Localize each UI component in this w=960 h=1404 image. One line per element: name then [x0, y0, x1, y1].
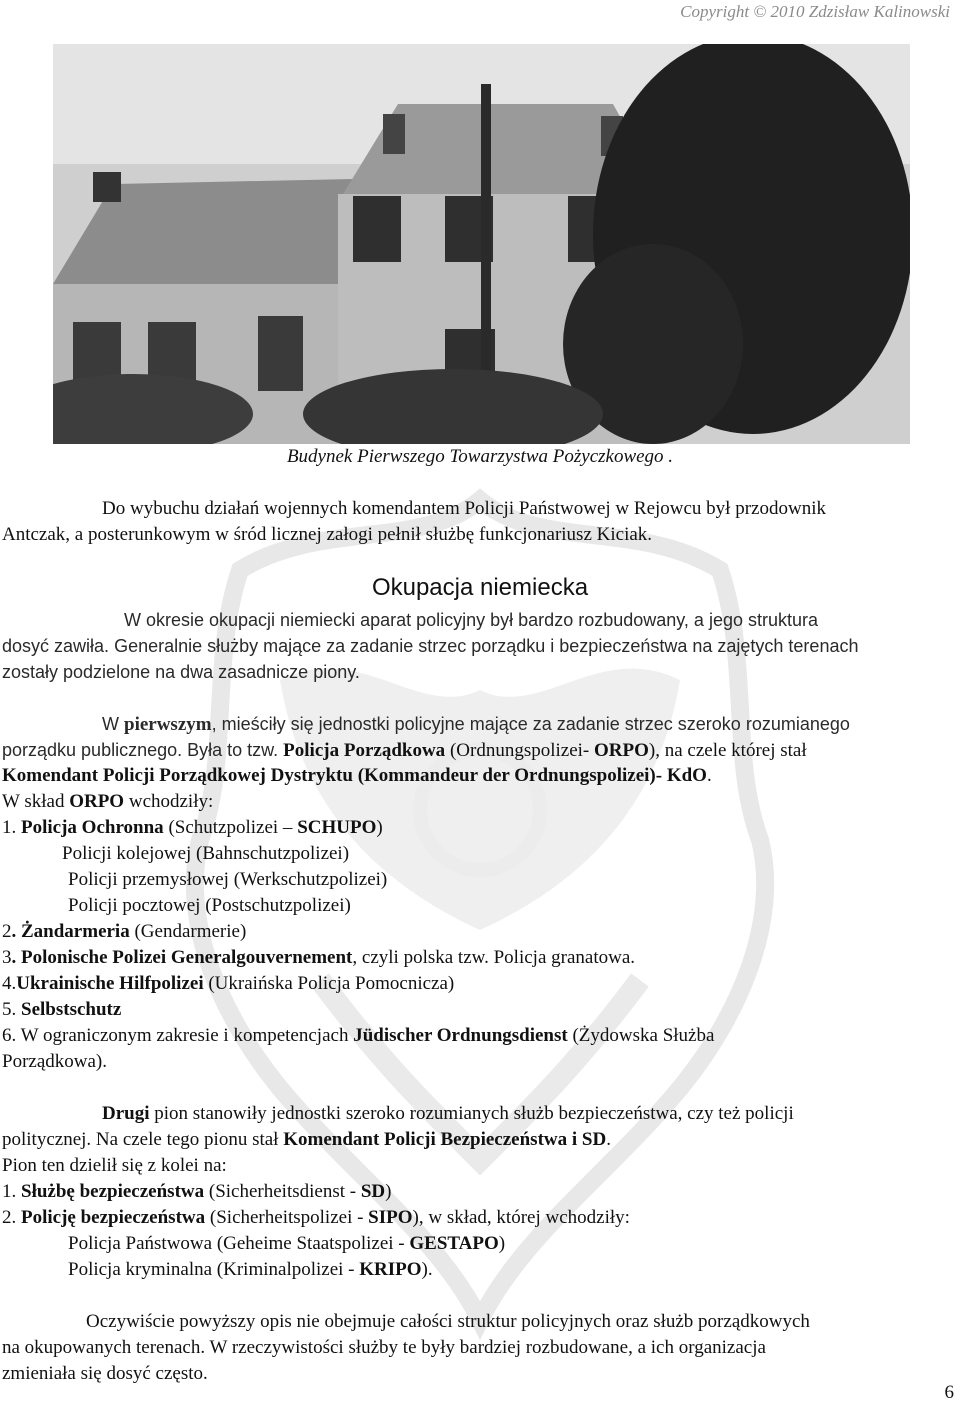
pion1-line-2	[2, 737, 807, 764]
bold-term: Komendant Policji Bezpieczeństwa i SD	[283, 1129, 607, 1150]
para1-line-2-cont: Generalnie służby mające za zadanie strzec porządku i bezpieczeństwa na zajętych terenach	[114, 636, 859, 656]
text-span: (Żydowska Służba	[567, 1025, 715, 1046]
bold-term: ORPO	[69, 791, 125, 812]
list1-item-2	[2, 919, 246, 945]
text-span: ), w skład, której wchodziły:	[412, 1207, 630, 1228]
bold-term: Komendant Policji Porządkowej Dystryktu (Kommandeur der Ordnungspolizei)- KdO	[2, 765, 707, 786]
list1-item-1	[2, 815, 383, 841]
bold-term: . Żandarmeria	[11, 921, 130, 942]
bold-term: Służbę bezpieczeństwa	[21, 1181, 205, 1202]
bold-term: ORPO	[594, 740, 649, 761]
bold-term: Policję bezpieczeństwa	[21, 1207, 206, 1228]
list1-item-6	[2, 1023, 714, 1049]
list2-item-1	[2, 1179, 391, 1205]
list1-item-3	[2, 945, 635, 971]
list1-item-6-cont: Porządkowa).	[2, 1051, 107, 1072]
closing-line-2: na okupowanych terenach. W rzeczywistości służby te były bardziej rozbudowane, a ich organizacja	[2, 1337, 766, 1358]
para1-line-2	[2, 633, 858, 659]
bold-term: Selbstschutz	[21, 999, 122, 1020]
section-heading: Okupacja niemiecka	[371, 574, 589, 601]
list-number: 1.	[2, 1181, 21, 1202]
list1-sub-3: Policji pocztowej (Postschutzpolizei)	[68, 895, 351, 916]
photo-caption: Budynek Pierwszego Towarzystwa Pożyczkowego .	[286, 446, 674, 467]
intro-line-1: Do wybuchu działań wojennych komendantem Policji Państwowej w Rejowcu był przodownik	[102, 498, 826, 519]
closing-line-3: zmieniała się dosyć często.	[2, 1363, 208, 1384]
text-span: (Schutzpolizei –	[163, 817, 298, 838]
list-number: 1.	[2, 817, 21, 838]
pion1-line-4	[2, 789, 213, 815]
text-span: , mieściły się jednostki policyjne mające za zadanie strzec szeroko rozumianego	[211, 714, 850, 734]
page-number: 6	[944, 1382, 954, 1403]
pion2-line-1	[102, 1101, 794, 1127]
intro-line-2: Antczak, a posterunkowym w śród licznej załogi pełnił służbę funkcjonariusz Kiciak.	[2, 524, 653, 545]
text-span: .	[606, 1129, 611, 1150]
list-number: 5.	[2, 999, 21, 1020]
text-span: ).	[421, 1259, 433, 1280]
list1-sub-1: Policji kolejowej (Bahnschutzpolizei)	[62, 843, 350, 864]
bold-term: Drugi	[102, 1103, 150, 1124]
closing-line-1: Oczywiście powyższy opis nie obejmuje całości struktur policyjnych oraz służb porządkowych	[86, 1311, 810, 1332]
building-photo	[53, 44, 910, 444]
pion1-line-1	[102, 711, 850, 738]
text-span: (Ukraińska Policja Pomocnicza)	[203, 973, 455, 994]
text-span: pion stanowiły jednostki szeroko rozumianych służb bezpieczeństwa, czy też policji	[149, 1103, 794, 1124]
list2-item-2	[2, 1205, 630, 1231]
text-span: (Ordnungspolizei-	[445, 740, 594, 761]
para1-line-2-text: dosyć zawiła.	[2, 636, 110, 656]
list-number: 2.	[2, 1207, 21, 1228]
text-span: .	[706, 765, 712, 786]
pion2-line-3: Pion ten dzielił się z kolei na:	[2, 1155, 227, 1176]
list2-sub-1	[68, 1231, 505, 1257]
text-span: Policja Państwowa (Geheime Staatspolizei -	[68, 1233, 410, 1254]
list1-sub-2: Policji przemysłowej (Werkschutzpolizei)	[68, 869, 388, 890]
bold-term: pierwszym	[124, 714, 212, 735]
bold-term: Policja Porządkowa	[283, 740, 446, 761]
text-span: )	[498, 1233, 506, 1254]
list-number: 2	[2, 921, 12, 942]
text-span: ), na czele której stał	[648, 740, 807, 761]
list-number: 3	[2, 947, 12, 968]
text-span: wchodziły:	[124, 791, 214, 812]
copyright-notice: Copyright © 2010 Zdzisław Kalinowski	[680, 2, 950, 21]
list1-item-4	[2, 971, 454, 997]
pion1-line-3	[2, 763, 712, 789]
text-span: 6. W ograniczonym zakresie i kompetencjach	[2, 1025, 354, 1046]
text-span: (Sicherheitsdienst -	[204, 1181, 361, 1202]
bold-term: Jüdischer Ordnungsdienst	[353, 1025, 568, 1046]
text-span: (Sicherheitspolizei -	[205, 1207, 369, 1228]
para1-line-3: zostały podzielone na dwa zasadnicze piony.	[2, 662, 360, 682]
text-span: )	[376, 817, 383, 838]
bold-term: . Polonische Polizei Generalgouvernement	[11, 947, 353, 968]
bold-term: Ukrainische Hilfpolizei	[16, 973, 204, 994]
para1-line-1: W okresie okupacji niemiecki aparat policyjny był bardzo rozbudowany, a jego struktura	[124, 610, 819, 630]
text-span: politycznej. Na czele tego pionu stał	[2, 1129, 284, 1150]
bold-term: KRIPO	[359, 1259, 422, 1280]
bold-term: SD	[360, 1181, 386, 1202]
list2-sub-2	[68, 1257, 433, 1283]
text-span: Policja kryminalna (Kriminalpolizei -	[68, 1259, 360, 1280]
bold-term: GESTAPO	[409, 1233, 499, 1254]
text-span: )	[385, 1181, 392, 1202]
list1-item-5	[2, 997, 121, 1023]
pion2-line-2	[2, 1127, 611, 1153]
text-span: , czyli polska tzw. Policja granatowa.	[352, 947, 636, 968]
bold-term: Policja Ochronna	[21, 817, 164, 838]
bold-term: SIPO	[368, 1207, 413, 1228]
text-span: porządku publicznego. Była to tzw.	[2, 740, 284, 760]
text-span: W	[102, 714, 124, 734]
list-number: 4.	[2, 973, 17, 994]
bold-term: SCHUPO	[297, 817, 377, 838]
text-span: (Gendarmerie)	[129, 921, 247, 942]
text-span: W skład	[2, 791, 70, 812]
